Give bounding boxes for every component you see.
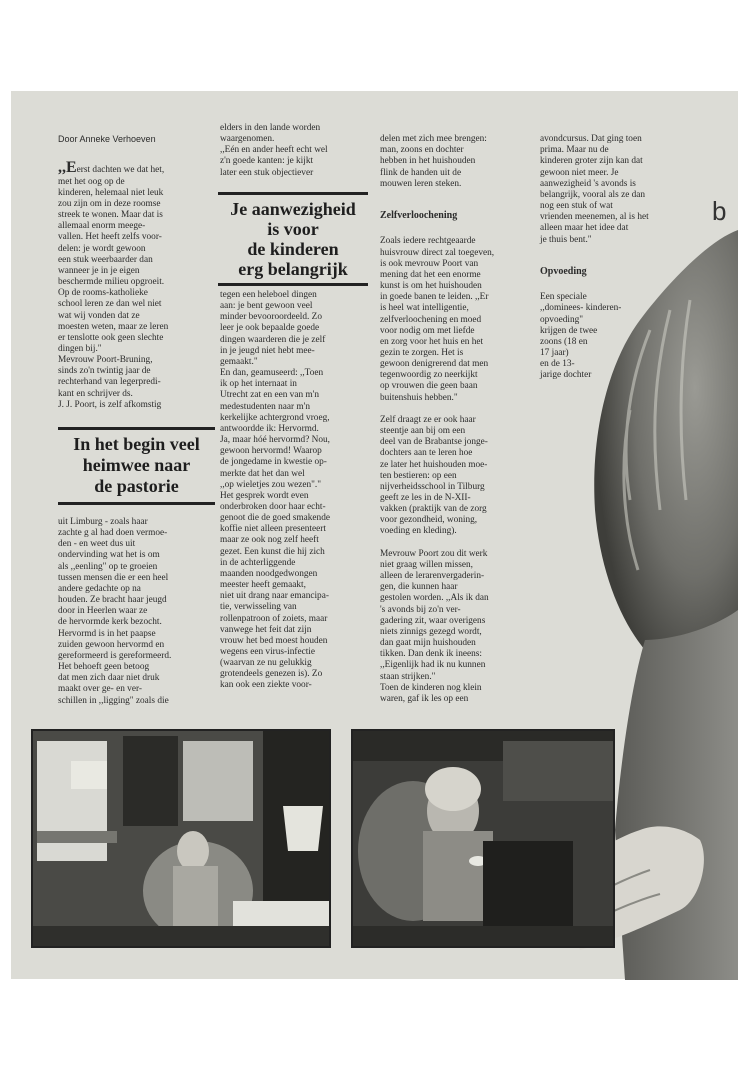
subheading-zelfverloochening: Zelfverloochening: [380, 210, 458, 222]
col1-text-continued: uit Limburg - zoals haar zachte g al had doen vermoe- den - en weet dus uit ondervinding wat het is om als ,,eenling" op te groeien tussen mensen die er een heel andere gedachte op na houden. Ze bracht haar jeugd door in Heerlen waar ze de hervormde kerk bezocht. Hervormd is in het paapse zuiden gewoon hervormd en gereformeerd is gereformeerd. Het behoeft geen betoog dat men zich daar niet druk maakt over ge- en ver- schillen in ,,ligging" zoals die: [58, 517, 172, 706]
col3-text-continued: Zoals iedere rechtgeaarde huisvrouw direct zal toegeven, is ook mevrouw Poort van mening dat het een enorme kunst is om het huishouden in goede banen te leiden. ,,Er is heel wat intelligentie, zelfverloochening en moed voor nodig om met liefde en zorg voor het huis en het gezin te zorgen. Het is gewoon denigrerend dat men tegenwoordig zo neerkijkt op vrouwen die geen baan buitenshuis hebben." Zelf draagt ze er ook haar steentje aan bij om een deel van de Brabantse jonge- dochters aan te leren hoe ze later het huishouden moe- ten bestieren: op een nijverheidsschool in Tilburg geeft ze les in de N-XII- vakken (praktijk van de zorg voor gezondheid, woning, voeding en kleding). Mevrouw Poort zou dit werk niet graag willen missen, alleen de lerarenvergaderin- gen, die kunnen haar gestolen worden. ,,Als ik dan 's avonds bij zo'n ver- gadering zit, waar overigens niets zinnigs gezegd wordt, dan gaat mijn huishouden tikken. Dan denk ik ineens: ,,Eigenlijk had ik nu kunnen staan strijken." Toen de kinderen nog klein waren, gaf ik les op een: [380, 236, 495, 704]
headline-heimwee: In het begin veel heimwee naar de pastorie: [58, 427, 215, 505]
col2-text-continued: tegen een heleboel dingen aan: je bent gewoon veel minder bevooroordeeld. Zo leer je ook bepaalde goede dingen waarderen die je zelf in je jeugd niet hebt mee- gemaakt." En dan, geamuseerd: ,,Toen ik op het internaat in Utrecht zat en een van m'n medestudenten naar m'n kerkelijke achtergrond vroeg, antwoordde ik: Hervormd. Ja, maar hóé hervormd? Nou, gewoon hervormd! Waarop de jongedame in kwestie op- merkte dat het dan wel ,,op wieletjes zou wezen"." Het gesprek wordt even onderbroken door haar echt- genoot die de goed smakende koffie niet alleen presenteert maar ze ook nog zelf heeft gezet. Een kunst die hij zich in de achterliggende maanden noodgedwongen meester heeft gemaakt, niet uit drang naar emancipa- tie, verwisseling van rollenpatroon of zoiets, maar vanwege het feit dat zijn vrouw het bed moest houden wegens een virus-infectie (waarvan ze nu gelukkig grotendeels genezen is). Zo kan ook een ziekte voor-: [220, 290, 330, 691]
woman-cup-scene: [353, 731, 613, 946]
byline: Door Anneke Verhoeven: [58, 134, 156, 145]
drop-cap: ,,E: [58, 159, 77, 177]
article-column-3: [380, 123, 522, 716]
corner-letter: b: [712, 196, 727, 226]
subheading-opvoeding: Opvoeding: [540, 265, 587, 277]
headline-aanwezigheid: Je aanwezigheid is voor de kinderen erg belangrijk: [218, 192, 368, 286]
intro-paragraph: [58, 159, 218, 410]
col3-text: delen met zich mee brengen: man, zoons en dochter hebben in het huishouden flink de handen uit de mouwen leren steken.: [380, 134, 487, 189]
col2-text: elders in den lande worden waargenomen. ,,Eén en ander heeft echt wel z'n goede kanten: je kijkt later een stuk objectiever: [220, 123, 328, 178]
article-column-1: [58, 123, 218, 422]
col4-text-continued: Een speciale ,,dominees- kinderen- opvoeding" krijgen de twee zoons (18 en 17 jaar) en de 13- jarige dochter: [540, 292, 622, 381]
col1-text: erst dachten we dat het, met het oog op de kinderen, helemaal niet leuk zou zijn om in deze roomse streek te wonen. Maar dat is allemaal enorm meege- vallen. Het heeft zelfs voor- delen: je wordt gewoon een stuk weerbaarder dan wanneer je in je eigen beschermde milieu opgroeit. Op de rooms-katholieke school leren ze dan wel niet wat wij vonden dat ze moesten weten, maar ze leren er tenslotte ook geen slechte dingen bij." Mevrouw Poort-Bruning, sinds zo'n twintig jaar de rechterhand van legerpredi- kant en schrijver ds. J. J. Poort, is zelf afkomstig: [58, 165, 169, 410]
photo-living-room: [31, 729, 331, 948]
photo-woman-with-cup: [351, 729, 615, 948]
living-room-scene: [33, 731, 329, 946]
col4-text: avondcursus. Dat ging toen prima. Maar nu de kinderen groter zijn kan dat gewoon niet meer. Je aanwezigheid 's avonds is belangrijk, vooral als ze dan nog een stuk of wat vrienden meenemen, al is het alleen maar het idee dat je thuis bent.": [540, 134, 649, 245]
